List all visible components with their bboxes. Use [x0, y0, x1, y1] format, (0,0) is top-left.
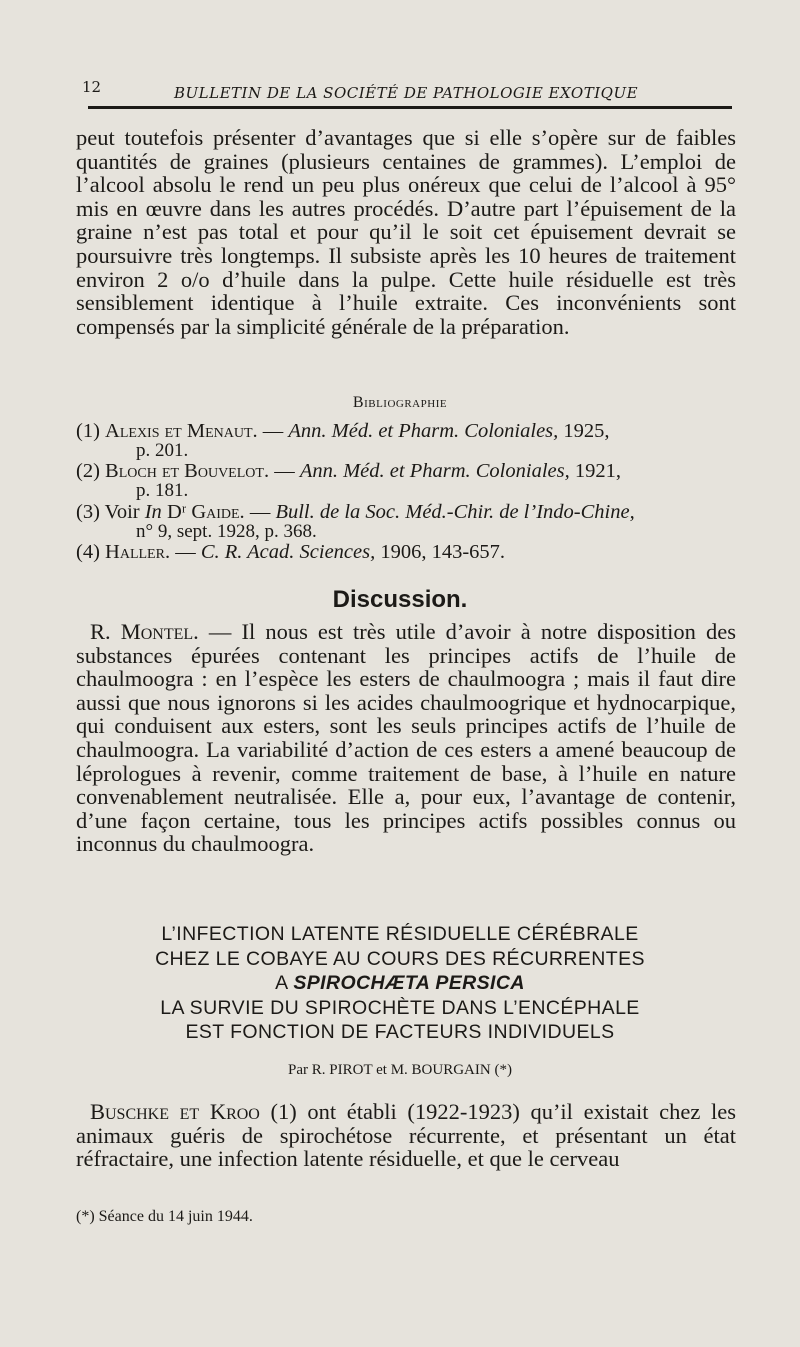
- discussion-paragraph: R. Montel. — Il nous est très utile d’avoir à notre disposition des substances épurées contenant les principes actifs de l’huile de chaulmoogra : en l’espèce les esters de chaulmoogra ; mais il faut dire aussi que nous ignorons si les acides chaulmoogrique et hydnocarpique, qui conduisent aux esters, sont les seuls principes actifs de l’huile de chaulmoogra. La variabilité d’action de ces esters a amené beaucoup de léprologues à revenir, comme traitement de base, à l’huile en nature convenablement neutralisée. Elle a, pour eux, l’avantage de contenir, d’une façon certaine, tous les principes actifs possibles connus ou inconnus du chaulmoogra.: [76, 619, 736, 857]
- page-number: 12: [82, 78, 102, 96]
- article-authors: Par R. PIROT et M. BOURGAIN (*): [288, 1062, 512, 1078]
- bibliography-entry: (3) Voir In Dʳ Gaide. — Bull. de la Soc. Méd.-Chir. de l’Indo-Chine, n° 9, sept. 1928, p. 368.: [76, 501, 635, 542]
- continuation-paragraph: peut toutefois présenter d’avantages que si elle s’opère sur de faibles quantités de graines (plusieurs centaines de grammes). L’emploi de l’alcool absolu le rend un peu plus onéreux que celui de l’alcool à 95° mis en œuvre dans les autres procédés. D’autre part l’épuisement de la graine n’est pas total et pour qu’il le soit cet épuisement devrait se poursuivre très longtemps. Il subsiste après les 10 heures de traitement environ 2 o/o d’huile dans la pulpe. Cette huile résiduelle est très sensiblement identique à l’huile extraite. Ces inconvénients sont compensés par la simplicité générale de la préparation.: [76, 125, 736, 339]
- header-rule: [88, 106, 732, 109]
- discussion-speaker: R. Montel.: [90, 619, 199, 644]
- article-intro-paragraph: Buschke et Kroo (1) ont établi (1922-1923) qu’il existait chez les animaux guéris de spirochétose récurrente, et présentant un état réfractaire, une infection latente résiduelle, et que le cerveau: [76, 1099, 737, 1172]
- bibliography-entry: (4) Haller. — C. R. Acad. Sciences, 1906, 143-657.: [76, 541, 506, 563]
- discussion-heading: Discussion.: [332, 586, 468, 613]
- bibliography-entry: (1) Alexis et Menaut. — Ann. Méd. et Pharm. Coloniales, 1925, p. 201.: [76, 420, 610, 461]
- article-title: L’INFECTION LATENTE RÉSIDUELLE CÉRÉBRALE CHEZ LE COBAYE AU COURS DES RÉCURRENTES A SPIROCHÆTA PERSICA LA SURVIE DU SPIROCHÈTE DANS L’ENCÉPHALE EST FONCTION DE FACTEURS INDIVIDUELS: [155, 923, 645, 1044]
- bibliography-heading: Bibliographie: [352, 394, 448, 411]
- footnote: (*) Séance du 14 juin 1944.: [76, 1208, 253, 1225]
- running-title: BULLETIN DE LA SOCIÉTÉ DE PATHOLOGIE EXOTIQUE: [174, 84, 639, 102]
- bibliography-entry: (2) Bloch et Bouvelot. — Ann. Méd. et Pharm. Coloniales, 1921, p. 181.: [76, 460, 621, 501]
